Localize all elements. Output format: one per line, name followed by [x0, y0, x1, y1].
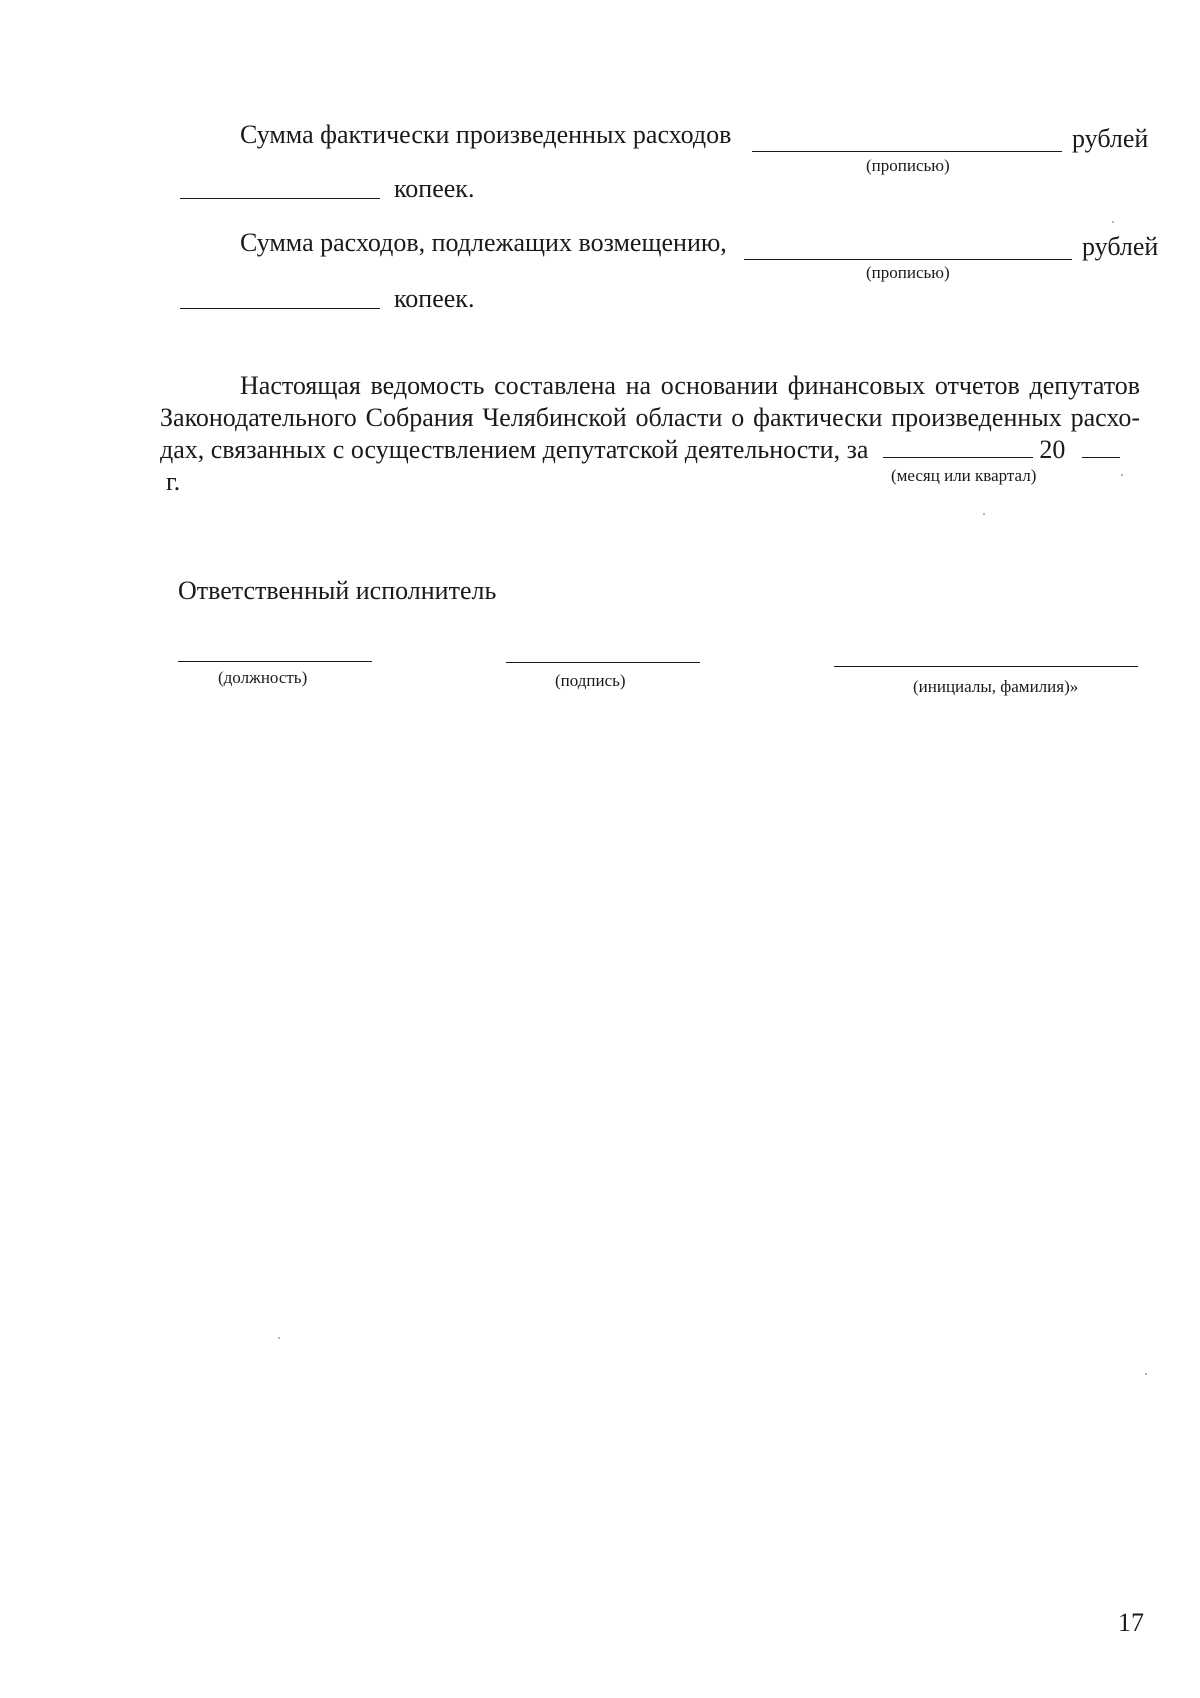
full-name-hint: (инициалы, фамилия)» — [913, 677, 1079, 696]
actual-expenses-kopecks-label: копеек. — [394, 174, 475, 203]
scan-speck — [1112, 221, 1114, 223]
statement-line-1: Настоящая ведомость составлена на основании финансовых отчетов депутатов — [240, 371, 1140, 400]
signature-hint: (подпись) — [555, 671, 626, 690]
year-blank[interactable] — [1082, 435, 1120, 458]
actual-expenses-rubles-label: рублей — [1072, 124, 1149, 153]
reimbursable-expenses-label: Сумма расходов, подлежащих возмещению, — [240, 228, 727, 257]
scan-speck — [983, 513, 985, 515]
actual-expenses-kopecks-blank[interactable] — [180, 198, 380, 199]
reimbursable-expenses-rubles-label: рублей — [1082, 232, 1159, 261]
scan-speck — [1145, 1373, 1147, 1375]
year-suffix: г. — [166, 467, 181, 496]
year-prefix: 20 — [1039, 435, 1066, 464]
scan-speck — [1121, 474, 1123, 476]
reimbursable-expenses-kopecks-blank[interactable] — [180, 308, 380, 309]
reimbursable-expenses-rubles-blank[interactable] — [744, 259, 1072, 260]
period-blank[interactable] — [883, 435, 1033, 458]
reimbursable-expenses-in-words-hint: (прописью) — [866, 263, 950, 282]
actual-expenses-label: Сумма фактически произведенных расходов — [240, 120, 732, 149]
page-number: 17 — [1118, 1608, 1144, 1637]
scan-speck — [278, 1337, 280, 1339]
position-blank[interactable] — [178, 661, 372, 662]
responsible-person-title: Ответственный исполнитель — [178, 576, 497, 605]
actual-expenses-rubles-blank[interactable] — [752, 151, 1062, 152]
actual-expenses-in-words-hint: (прописью) — [866, 156, 950, 175]
full-name-blank[interactable] — [834, 666, 1138, 667]
signature-blank[interactable] — [506, 662, 700, 663]
position-hint: (должность) — [218, 668, 308, 687]
reimbursable-expenses-kopecks-label: копеек. — [394, 284, 475, 313]
statement-line-3-text: дах, связанных с осуществлением депутатской деятельности, за — [160, 435, 869, 464]
period-hint: (месяц или квартал) — [891, 466, 1037, 485]
statement-line-2: Законодательного Собрания Челябинской области о фактически произведенных расхо- — [160, 403, 1140, 432]
